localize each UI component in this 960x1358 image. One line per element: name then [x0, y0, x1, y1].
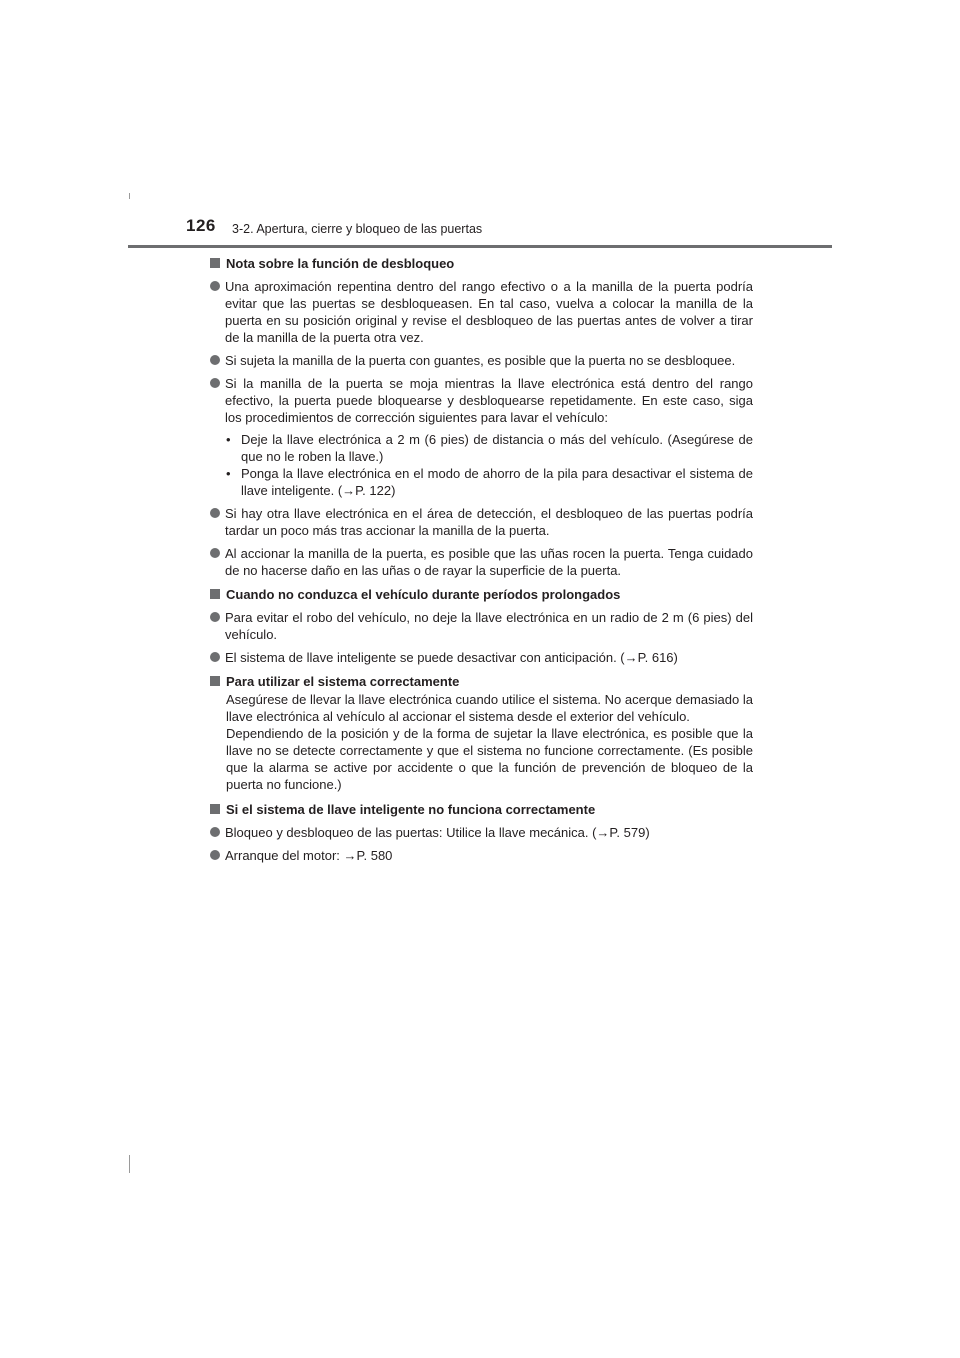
list-item-body	[225, 375, 753, 499]
section-heading	[210, 586, 753, 603]
circle-bullet-icon	[210, 652, 220, 662]
circle-bullet-icon	[210, 355, 220, 365]
square-bullet-icon	[210, 258, 220, 268]
circle-bullet-icon	[210, 827, 220, 837]
paragraph: Asegúrese de llevar la llave electrónica cuando utilice el sistema. No acerque demasiado la llave electrónica al vehículo al accionar el sistema desde el exterior del vehículo.	[226, 692, 753, 724]
sub-list-marker: •	[226, 432, 231, 447]
list-item	[210, 278, 753, 346]
sub-list-item	[225, 465, 753, 499]
sub-list-marker: •	[226, 466, 231, 481]
list-item	[210, 352, 753, 369]
list-item-text: Bloqueo y desbloqueo de las puertas: Utilice la llave mecánica. (→P. 579)	[225, 825, 650, 840]
section-heading	[210, 673, 753, 690]
section-title: Para utilizar el sistema correctamente	[226, 674, 460, 689]
chapter-title: 3-2. Apertura, cierre y bloqueo de las puertas	[232, 222, 483, 236]
section-unlock-note	[210, 255, 753, 579]
list-item-text: El sistema de llave inteligente se puede desactivar con anticipación. (→P. 616)	[225, 650, 678, 665]
list-item-text: Al accionar la manilla de la puerta, es posible que las uñas rocen la puerta. Tenga cuidado de no hacerse daño en las uñas o de rayar la superficie de la puerta.	[225, 546, 753, 578]
section-title: Cuando no conduzca el vehículo durante períodos prolongados	[226, 587, 621, 602]
list-item	[210, 847, 753, 864]
square-bullet-icon	[210, 804, 220, 814]
circle-bullet-icon	[210, 548, 220, 558]
circle-bullet-icon	[210, 378, 220, 388]
circle-bullet-icon	[210, 850, 220, 860]
section-malfunction	[210, 801, 753, 864]
section-heading	[210, 801, 753, 818]
square-bullet-icon	[210, 589, 220, 599]
square-bullet-icon	[210, 676, 220, 686]
section-long-periods	[210, 586, 753, 666]
circle-bullet-icon	[210, 508, 220, 518]
page-number: 126	[186, 216, 216, 235]
margin-tick	[129, 1155, 130, 1173]
section-title: Si el sistema de llave inteligente no funciona correctamente	[226, 802, 596, 817]
list-item-text: Para evitar el robo del vehículo, no deje la llave electrónica en un radio de 2 m (6 pies) del vehículo.	[225, 610, 753, 642]
list-item	[210, 649, 753, 666]
header-rule	[128, 245, 832, 248]
list-item	[210, 609, 753, 643]
list-item-text: Si la manilla de la puerta se moja mientras la llave electrónica está dentro del rango efectivo, la puerta puede bloquearse y desbloquearse repetidamente. En este caso, siga los procedimientos de corrección siguientes para lavar el vehículo:	[225, 376, 753, 425]
list-item	[210, 824, 753, 841]
list-item-text: Arranque del motor: →P. 580	[225, 848, 393, 863]
sub-list-text: Deje la llave electrónica a 2 m (6 pies) de distancia o más del vehículo. (Asegúrese de que no le roben la llave.)	[241, 432, 753, 464]
page-content	[210, 255, 753, 871]
section-correct-use	[210, 673, 753, 793]
sub-list	[225, 431, 753, 499]
margin-tick	[129, 193, 130, 199]
circle-bullet-icon	[210, 281, 220, 291]
sub-list-text: Ponga la llave electrónica en el modo de ahorro de la pila para desactivar el sistema de llave inteligente. (→P. 122)	[241, 466, 753, 498]
list-item-text: Si hay otra llave electrónica en el área de detección, el desbloqueo de las puertas podría tardar un poco más tras accionar la manilla de la puerta.	[225, 506, 753, 538]
section-heading	[210, 255, 753, 272]
sub-list-item	[225, 431, 753, 465]
circle-bullet-icon	[210, 612, 220, 622]
list-item	[210, 375, 753, 499]
paragraph: Dependiendo de la posición y de la forma de sujetar la llave electrónica, es posible que la llave no se detecte correctamente y que el sistema no funcione correctamente. (Es posible que la alarma se active por accidente o que la función de prevención de bloqueo de la puerta no funcione.)	[226, 726, 753, 792]
list-item-text: Una aproximación repentina dentro del rango efectivo o a la manilla de la puerta podría evitar que las puertas se desbloqueasen. En tal caso, vuelva a colocar la manilla de la puerta en su posición original y revise el desbloqueo de las puertas antes de volver a tirar de la manilla de la puerta otra vez.	[225, 279, 753, 345]
list-item-text: Si sujeta la manilla de la puerta con guantes, es posible que la puerta no se desbloquee.	[225, 353, 736, 368]
section-title: Nota sobre la función de desbloqueo	[226, 256, 455, 271]
list-item	[210, 545, 753, 579]
list-item	[210, 505, 753, 539]
